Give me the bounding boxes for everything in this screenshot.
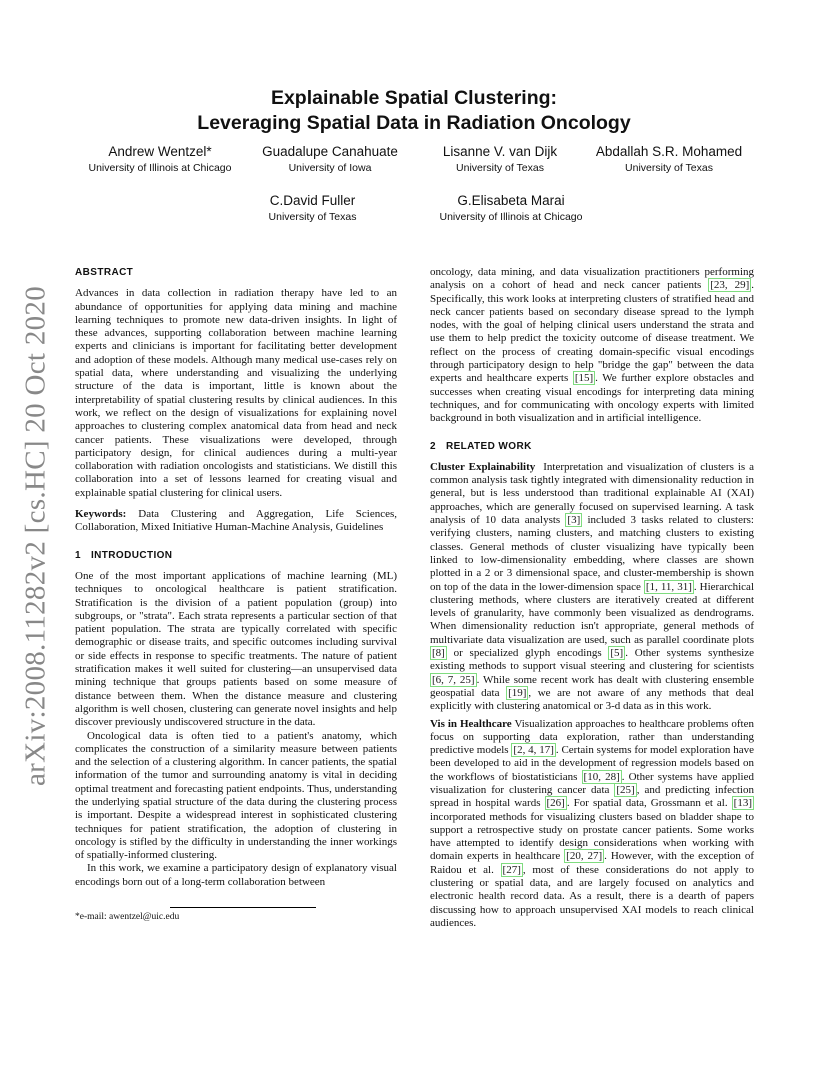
author-name: Guadalupe Canahuate [262,144,398,159]
section-title: INTRODUCTION [90,549,173,561]
text-run: . Certain systems for model exploration have been developed to aid in the development of regression models based on the workflows of biostatisticians [430,744,754,783]
author-block [421,192,601,225]
section-number: 1 [75,549,81,561]
citation-link[interactable]: [1, 11, 31] [645,580,692,593]
text-run: , we are not aware of any methods that deal explicitly with clustering anatomical or 3-d data as in this work. [430,686,754,713]
citation-link[interactable]: [19] [508,686,527,699]
citation-link[interactable]: [5] [610,647,624,660]
intro-paragraph-1: One of the most important applications of machine learning (ML) techniques to oncological healthcare is patient stratification. Stratification is the division of a patient population (group) into subgroups, or "strata". Each strata represents a particular section of that patient population. The strata are typically correlated with specific demographic or disease traits, and specific outcomes including survival or side effects in response to specific treatments. The nature of patient stratification makes it well suited for clustering—an unsupervised data mining technique that groups patients based on some measure of distance between them. When the distance measure and clustering algorithm is well chosen, clustering can generate novel insights and help discover previously undiscovered structure in the data. [75,569,397,729]
text-run: . While some recent work has dealt with clustering ensemble geospatial data [430,673,754,699]
arxiv-identifier[interactable]: arXiv:2008.11282v2 [cs.HC] 20 Oct 2020 [19,285,52,787]
author-affiliation: University of Texas [268,211,357,223]
author-affiliation: University of Texas [456,162,544,174]
author-affiliation: University of Iowa [288,162,372,174]
text-run: . Other systems synthesize existing methods to support visual steering and clustering for scientists [430,647,754,673]
text-run: , most of these considerations do not apply to clustering or spatial data, and are largely focused on analytics and electronic health record data. As a result, there is a dearth of papers discussing how to approach unsupervised XAI models to reach clinical audiences. [430,863,755,929]
left-column [75,266,397,889]
author-affiliation: University of Illinois at Chicago [88,162,232,174]
author-block [230,192,395,225]
author-block [240,143,420,176]
text-run: . Hierarchical clustering methods, where clusters are iteratively created at different levels of granularity, have commonly been visualized as dendrograms. When dimensionality reduction isn't appropriate, general methods of multivariate data visualization are used, such as parallel coordinate plots [430,580,754,646]
title-line-2: Leveraging Spatial Data in Radiation Oncology [197,112,631,134]
text-run: or specialized glyph encodings [446,647,609,660]
title-line-1: Explainable Spatial Clustering: [270,87,558,109]
citation-link[interactable]: [10, 28] [583,770,620,783]
intro-paragraph-2: Oncological data is often tied to a patient's anatomy, which complicates the construction of a similarity measure between patients and the selection of a clustering algorithm. In cancer patients, the spatial information of the tumor and surrounding anatomy is vital in deciding optimal treatment and forecasting patient endpoints. Thus, understanding the underlying spatial structure of the data during the clustering process is important. Despite a widespread interest in sophisticated clustering techniques for patient stratification, the adoption of clustering in oncology is stifled by the difficulty in understanding the inner workings of spatially-informed clustering. [75,729,397,862]
text-run: . Specifically, this work looks at interpreting clusters of stratified head and neck cancer patients based on secondary disease spread to the lymph nodes, with the goal of helping clinical users understand the strata and use them to help predict the toxicity outcome of disease treatment. We reflect on the process of creating domain-specific visual encodings through participatory design to help "bridge the gap" between the data experts and healthcare experts [430,279,755,385]
text-run: incorporated methods for visualizing clusters based on bladder shape to support a retrospective study on prostate cancer patients. Some works have attempted to identify design considerations when working with domain experts in healthcare [430,810,754,863]
text-run: , and predicting infection spread in hospital wards [430,783,754,810]
citation-link[interactable]: [3] [567,514,581,527]
citation-link[interactable]: [20, 27] [566,850,603,863]
author-name: C.David Fuller [269,193,356,208]
intro-paragraph-3: In this work, we examine a participatory design of explanatory visual encodings born out of a long-term collaboration between [75,862,397,888]
text-run: . However, with the exception of Raidou et al. [430,850,755,876]
text-run: . Other systems have applied visualization for clustering cancer data [430,770,754,796]
section-number: 2 [430,440,436,452]
abstract-heading: ABSTRACT [75,267,134,278]
text-run: Visualization approaches to healthcare problems often focus on supporting data exploration, rather than understanding predictive models [430,717,754,757]
footnote-rule [170,907,316,908]
text-run: . We further explore obstacles and successes when creating visual encodings for interpreting data mining techniques, and for communicating with oncology experts with limited background in both visualization and in artificial intelligence. [430,372,754,425]
paragraph-lead: Cluster Explainability [430,460,536,473]
citation-link[interactable]: [15] [574,372,594,385]
paragraph-lead: Vis in Healthcare [430,717,512,730]
author-block [60,143,260,176]
citation-link[interactable]: [26] [546,797,565,810]
citation-link[interactable]: [8] [432,647,445,660]
author-name: G.Elisabeta Marai [457,193,565,208]
section-heading-introduction [75,549,397,562]
intro-continuation [430,266,754,426]
citation-link[interactable]: [27] [502,863,521,876]
text-run: oncology, data mining, and data visualization practitioners performing analysis on a cohort of head and neck cancer patients [430,266,754,292]
text-run: included 3 tasks related to clusters: verifying clusters, naming clusters, and matching clusters to existing classes. General methods of cluster visualizing have typically been linked to low-dimensionality embedding, where classes are shown plotted in a 2 or 3 dimensional space, and cluster-membership is shown on top of the data in the lower-dimension space [430,514,754,593]
keywords [75,508,397,535]
text-run: . For spatial data, Grossmann et al. [566,797,732,810]
author-name: Andrew Wentzel* [108,144,212,159]
citation-link[interactable]: [23, 29] [710,279,750,292]
paper-title [0,86,828,136]
citation-link[interactable]: [13] [733,797,752,810]
abstract-text: Advances in data collection in radiation therapy have led to an abundance of opportunities for applying data mining and machine learning techniques to promote new data-driven insights. In light of these advances, supporting collaboration between machine learning experts and clinicians is important for facilitating better development and adoption of these models. Although many medical use-cases rely on spatial data, where understanding and visualizing the underlying structure of the data is important, little is known about the interpretability of spatial clustering results by clinical audiences. In this work, we reflect on the design of visualizations for explaining novel approaches to clustering complex anatomical data from head and neck cancer patients. These visualizations were developed, through participatory design, for clinical audiences during a multi-year collaboration with radiation oncologists and statisticians. We distill this collaboration into a set of lessons learned for creating visual and explainable spatial clustering for clinical users. [75,287,397,499]
author-block [574,143,764,176]
author-name: Lisanne V. van Dijk [442,144,558,159]
right-column [430,266,754,930]
section-heading-related-work [430,440,754,453]
author-block [410,143,590,176]
author-name: Abdallah S.R. Mohamed [595,144,743,159]
cluster-explainability-paragraph [430,461,754,714]
citation-link[interactable]: [6, 7, 25] [432,673,475,686]
author-affiliation: University of Illinois at Chicago [439,211,583,223]
keywords-text: Data Clustering and Aggregation, Life Sciences, Collaboration, Mixed Initiative Human-Machine Analysis, Guidelines [75,508,397,534]
author-affiliation: University of Texas [625,162,713,174]
text-run: Interpretation and visualization of clusters is a common analysis task tightly integrated with dimensionality reduction in general, but is less understood than traditional explainable AI (XAI) approaches, which are generally focused on supervised learning. A task analysis of 10 data analysts [430,460,755,527]
citation-link[interactable]: [2, 4, 17] [513,744,554,757]
footnote: *e-mail: awentzel@uic.edu [75,912,180,922]
keywords-label: Keywords: [75,508,127,521]
section-title: RELATED WORK [445,440,532,452]
citation-link[interactable]: [25] [616,783,635,796]
vis-in-healthcare-paragraph [430,718,754,931]
